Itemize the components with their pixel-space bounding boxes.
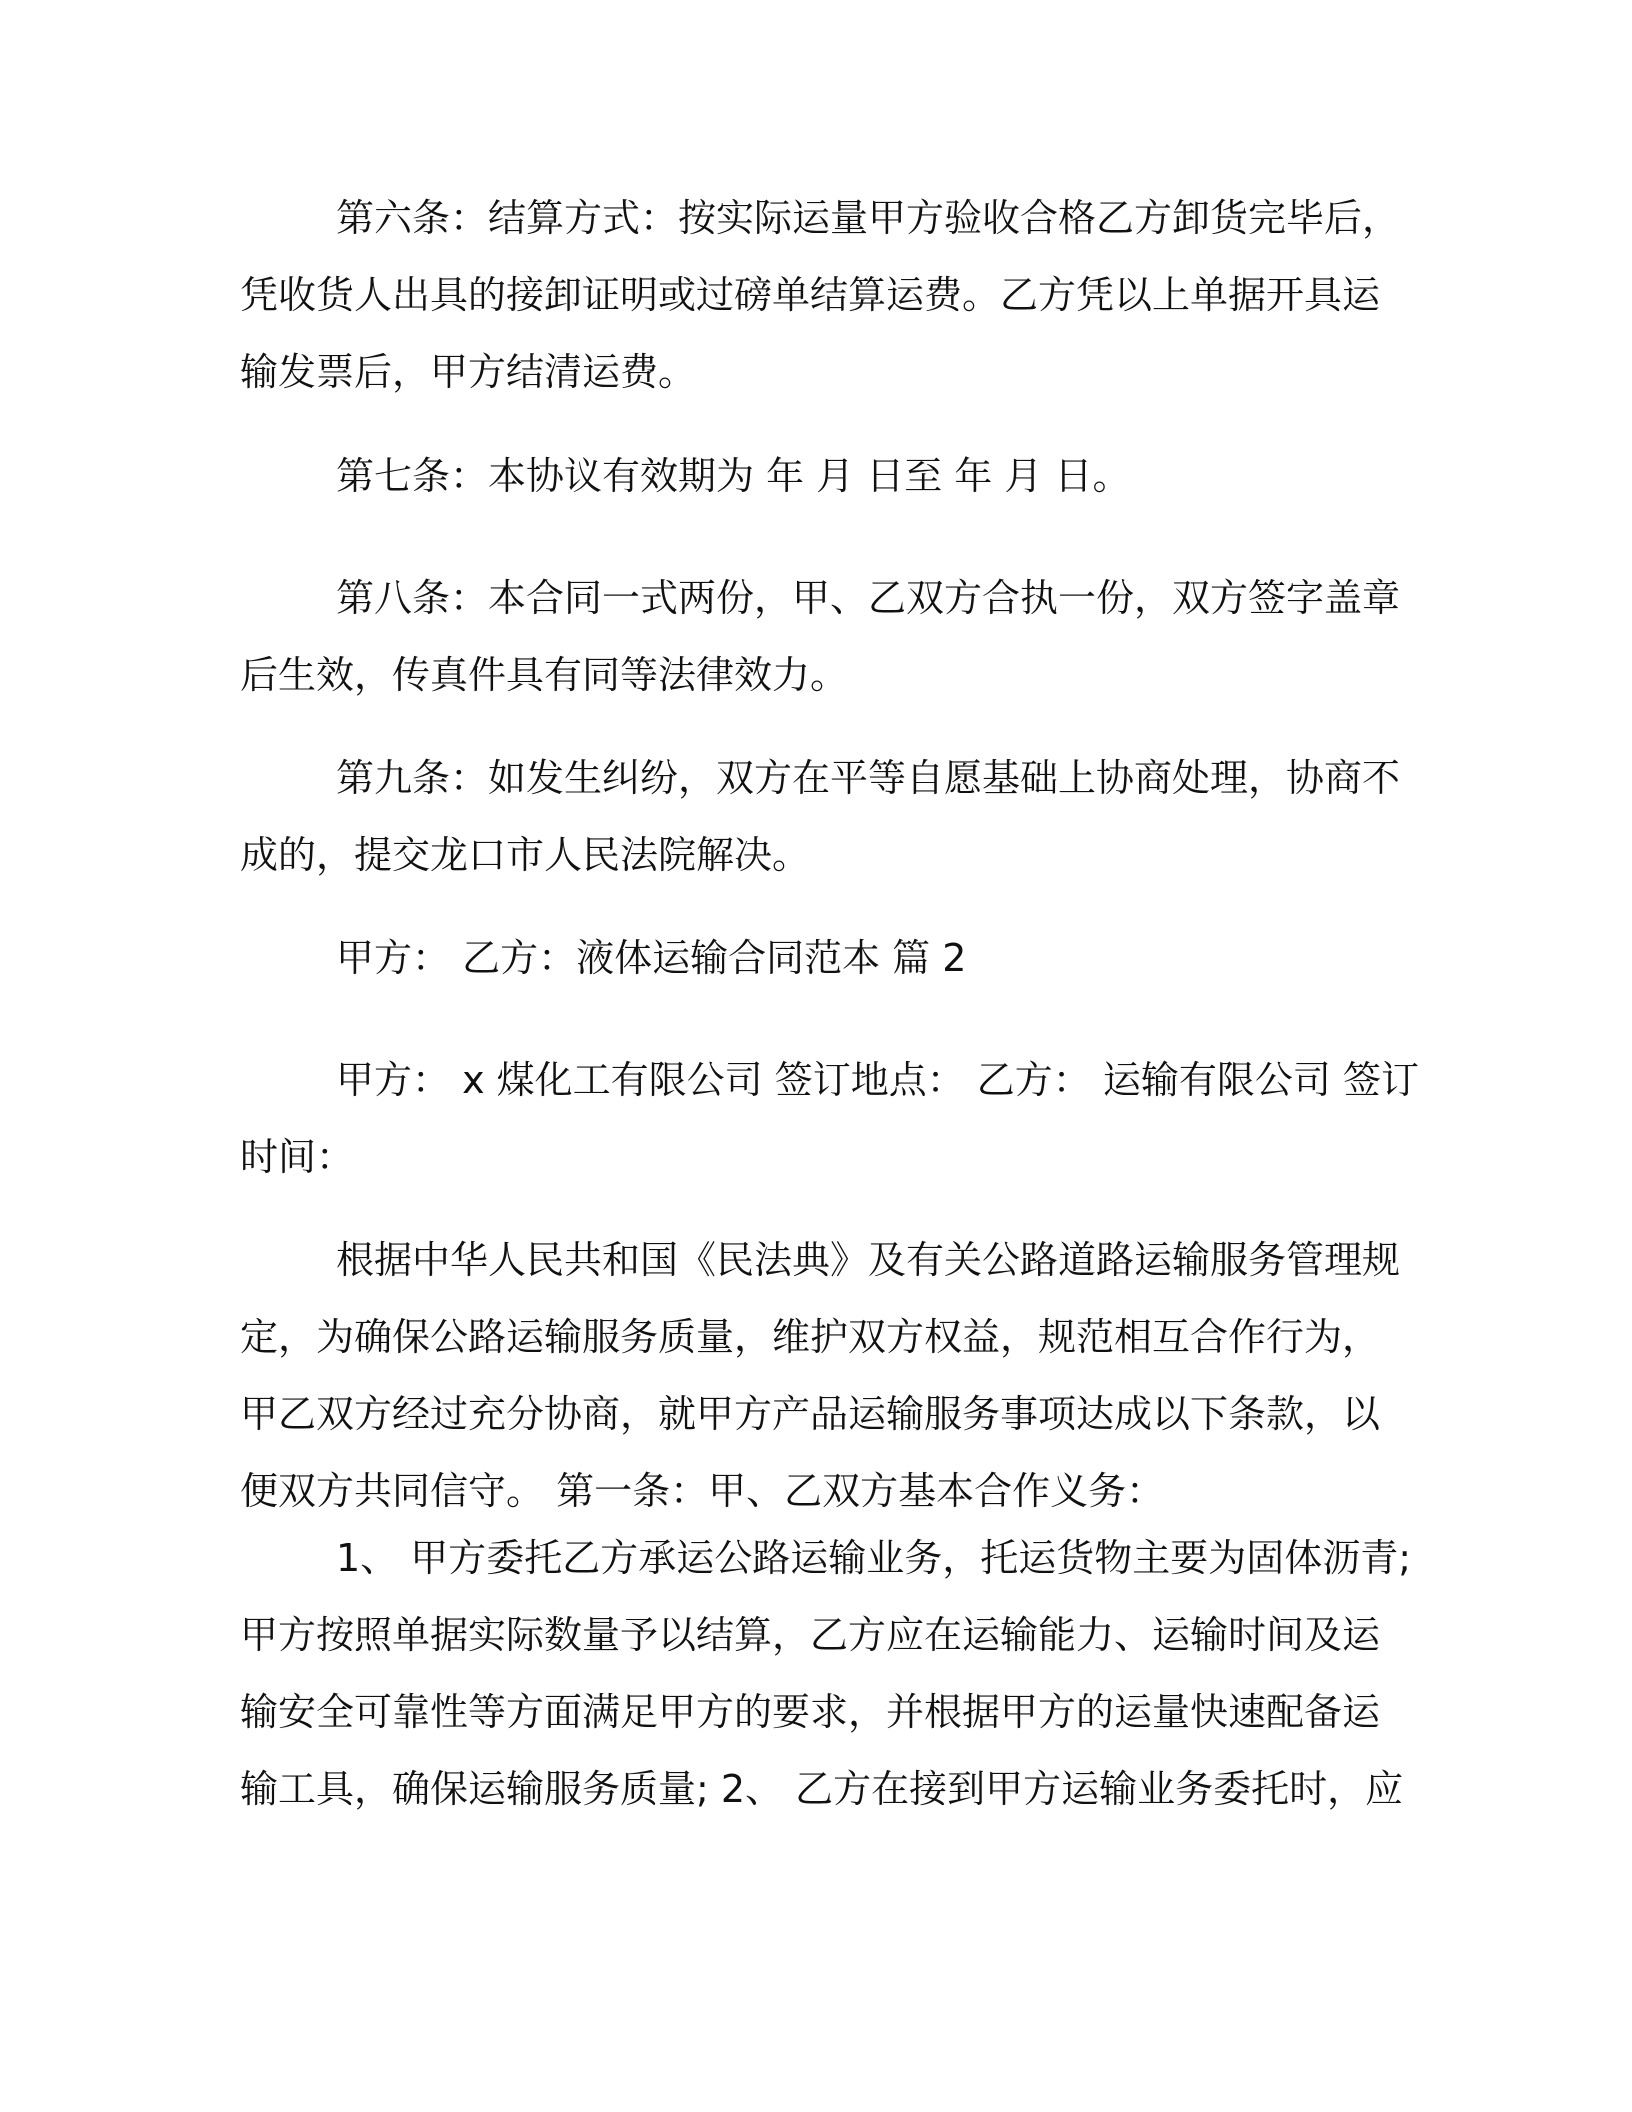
text-line: 便双方共同信守。 第一条：甲、乙双方基本合作义务： bbox=[240, 1469, 1165, 1513]
text-line: 根据中华人民共和国《民法典》及有关公路道路运输服务管理规 bbox=[336, 1238, 1401, 1282]
text-line: 输发票后，甲方结清运费。 bbox=[240, 350, 697, 394]
party-info-paragraph bbox=[240, 1042, 1419, 1196]
text-line: 时间： bbox=[240, 1135, 355, 1179]
text-line: 甲方按照单据实际数量予以结算，乙方应在运输能力、运输时间及运 bbox=[240, 1613, 1381, 1657]
text-line: 输安全可靠性等方面满足甲方的要求，并根据甲方的运量快速配备运 bbox=[240, 1690, 1381, 1734]
text-line: 甲方： x 煤化工有限公司 签订地点： 乙方： 运输有限公司 签订 bbox=[336, 1058, 1419, 1102]
text-line: 第七条：本协议有效期为 年 月 日至 年 月 日。 bbox=[336, 454, 1131, 498]
text-line: 定，为确保公路运输服务质量，维护双方权益，规范相互合作行为， bbox=[240, 1315, 1381, 1359]
text-line: 第六条：结算方式：按实际运量甲方验收合格乙方卸货完毕后， bbox=[336, 196, 1401, 240]
clause-9-paragraph bbox=[240, 740, 1401, 894]
clause-8-paragraph bbox=[240, 560, 1401, 714]
text-line: 第八条：本合同一式两份，甲、乙双方合执一份，双方签字盖章 bbox=[336, 576, 1401, 620]
text-line: 后生效，传真件具有同等法律效力。 bbox=[240, 653, 849, 697]
text-line: 输工具，确保运输服务质量; 2、 乙方在接到甲方运输业务委托时，应 bbox=[240, 1767, 1404, 1811]
text-line: 凭收货人出具的接卸证明或过磅单结算运费。乙方凭以上单据开具运 bbox=[240, 273, 1381, 317]
text-line: 甲乙双方经过充分协商，就甲方产品运输服务事项达成以下条款，以 bbox=[240, 1392, 1381, 1436]
text-line: 成的，提交龙口市人民法院解决。 bbox=[240, 833, 811, 877]
clause-7-paragraph bbox=[240, 438, 1390, 515]
text-line: 第九条：如发生纠纷，双方在平等自愿基础上协商处理，协商不 bbox=[336, 756, 1401, 800]
preamble-paragraph bbox=[240, 1222, 1401, 1530]
parties-heading bbox=[240, 920, 1390, 997]
text-line: 甲方： 乙方：液体运输合同范本 篇 2 bbox=[336, 936, 967, 980]
text-line: 1、 甲方委托乙方承运公路运输业务，托运货物主要为固体沥青; bbox=[336, 1536, 1412, 1580]
clause-6-paragraph bbox=[240, 180, 1401, 411]
obligations-paragraph bbox=[240, 1520, 1412, 1828]
